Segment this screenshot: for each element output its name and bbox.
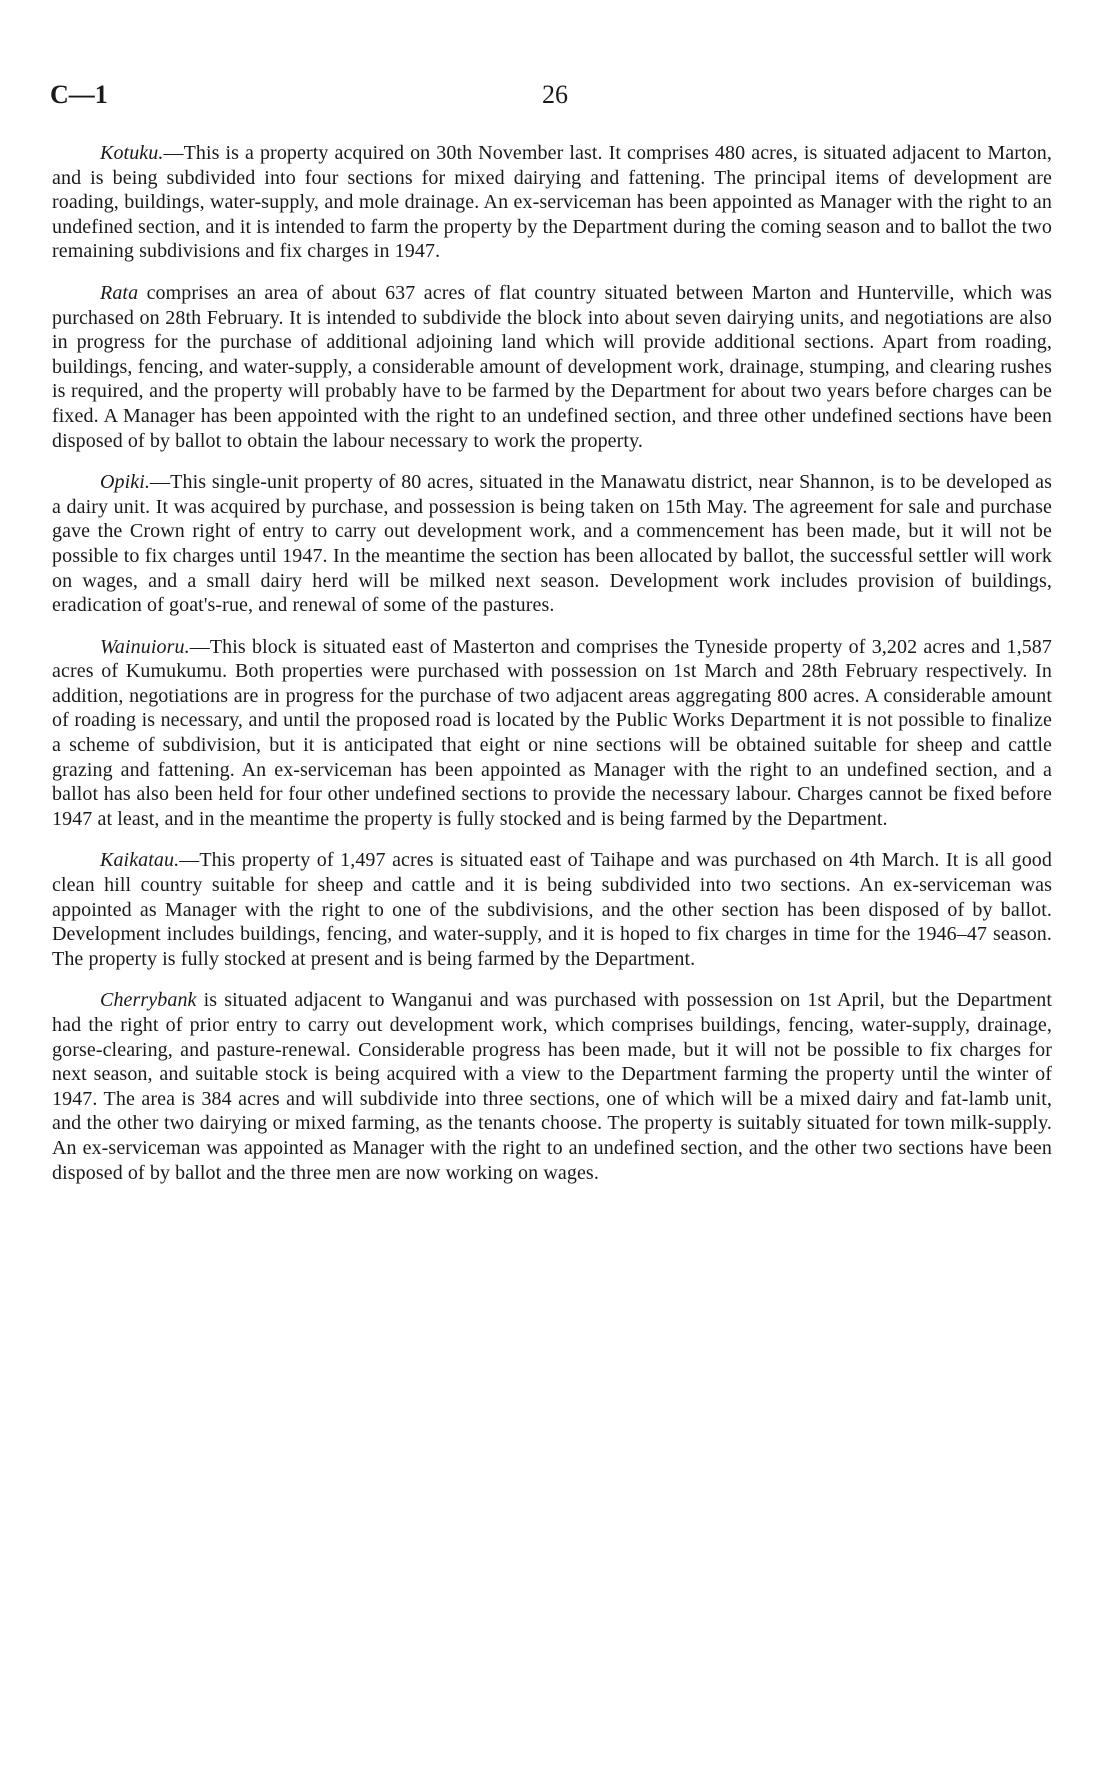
report-reference: C—1	[50, 80, 108, 109]
paragraph-cherrybank	[52, 988, 1052, 1185]
page-number: 26	[542, 80, 568, 109]
property-name-kaikatau: Kaikatau.	[100, 849, 180, 872]
paragraph-kotuku	[52, 141, 1052, 264]
document-body	[52, 141, 1052, 1202]
property-name-rata: Rata	[100, 281, 139, 304]
paragraph-text-cherrybank: is situated adjacent to Wanganui and was purchased with possession on 1st April, but the Department had the right of prior entry to carry out development work, which comprises buildings, fencing, water-supply, drainage, gorse-clearing, and pasture-renewal. Considerable progress has been made, but it will not be possible to fix charges for next season, and suitable stock is being acquired with a view to the Department farming the property until the winter of 1947. The area is 384 acres and will subdivide into three sections, one of which will be a mixed dairy and fat-lamb unit, and the other two dairying or mixed farming, as the tenants choose. The property is suitably situated for town milk-supply. An ex-serviceman was appointed as Manager with the right to an undefined section, and the other two sections have been disposed of by ballot and the three men are now working on wages.	[52, 989, 1052, 1184]
paragraph-text-opiki: —This single-unit property of 80 acres, situated in the Manawatu district, near Shannon, is to be developed as a dairy unit. It was acquired by purchase, and possession is being taken on 15th May. The agreement for sale and purchase gave the Crown right of entry to carry out development work, and a commencement has been made, but it will not be possible to fix charges until 1947. In the meantime the section has been allocated by ballot, the successful settler will work on wages, and a small dairy herd will be milked next season. Development work includes provision of buildings, eradication of goat's-rue, and renewal of some of the pastures.	[52, 471, 1052, 617]
paragraph-wainuioru	[52, 635, 1052, 832]
paragraph-rata	[52, 281, 1052, 453]
paragraph-opiki	[52, 470, 1052, 618]
property-name-kotuku: Kotuku.	[100, 142, 164, 164]
property-name-opiki: Opiki.	[100, 471, 151, 494]
paragraph-text-wainuioru: —This block is situated east of Masterton and comprises the Tyneside property of 3,202 acres and 1,587 acres of Kumukumu. Both properties were purchased with possession on 1st March and 28th February respectively. In addition, negotiations are in progress for the purchase of two adjacent areas aggregating 800 acres. A considerable amount of roading is necessary, and until the proposed road is located by the Public Works Department it is not possible to finalize a scheme of subdivision, but it is anticipated that eight or nine sections will be obtained suitable for sheep and cattle grazing and fattening. An ex-serviceman has been appointed as Manager with the right to an undefined section, and a ballot has also been held for four other undefined sections to provide the necessary labour. Charges cannot be fixed before 1947 at least, and in the meantime the property is fully stocked and is being farmed by the Department.	[52, 635, 1052, 830]
page-header	[50, 80, 1060, 120]
property-name-cherrybank: Cherrybank	[100, 989, 197, 1012]
paragraph-text-rata: comprises an area of about 637 acres of flat country situated between Marton and Hunterville, which was purchased on 28th February. It is intended to subdivide the block into about seven dairying units, and negotiations are also in progress for the purchase of additional adjoining land which will provide additional sections. Apart from roading, buildings, fencing, and water-supply, a considerable amount of development work, drainage, stumping, and clearing rushes is required, and the property will probably have to be farmed by the Department for about two years before charges can be fixed. A Manager has been appointed with the right to an undefined section, and three other undefined sections have been disposed of by ballot to obtain the labour necessary to work the property.	[52, 281, 1052, 452]
paragraph-text-kaikatau: —This property of 1,497 acres is situated east of Taihape and was purchased on 4th March. It is all good clean hill country suitable for sheep and cattle and it is being subdivided into two sections. An ex-serviceman was appointed as Manager with the right to one of the subdivisions, and the other section has been disposed of by ballot. Development includes buildings, fencing, and water-supply, and it is hoped to fix charges in time for the 1946–47 season. The property is fully stocked at present and is being farmed by the Department.	[52, 849, 1052, 970]
property-name-wainuioru: Wainuioru.	[100, 635, 190, 658]
paragraph-kaikatau	[52, 848, 1052, 971]
paragraph-text-kotuku: —This is a property acquired on 30th November last. It comprises 480 acres, is situated adjacent to Marton, and is being subdivided into four sections for mixed dairying and fattening. The principal items of development are roading, buildings, water-supply, and mole drainage. An ex-serviceman has been appointed as Manager with the right to an undefined section, and it is intended to farm the property by the Department during the coming season and to ballot the two remaining subdivisions and fix charges in 1947.	[52, 142, 1052, 263]
